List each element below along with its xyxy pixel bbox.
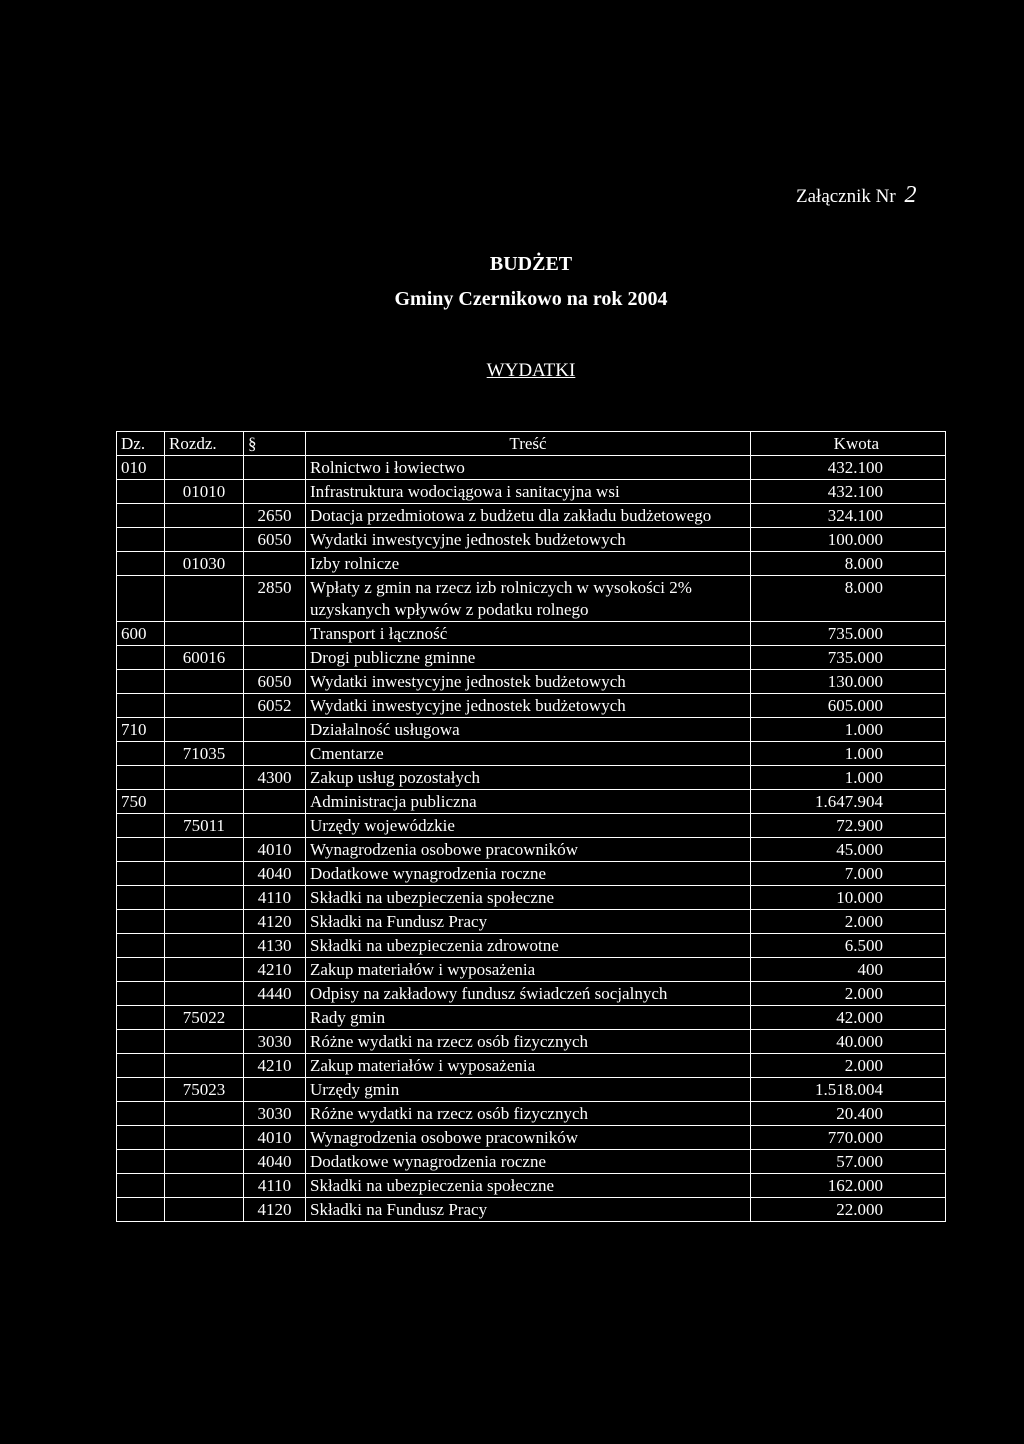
cell-paragraph: 3030 (244, 1030, 306, 1054)
cell-paragraph: 4040 (244, 1150, 306, 1174)
cell-tresc: Wynagrodzenia osobowe pracowników (306, 1126, 751, 1150)
cell-dz (117, 934, 165, 958)
cell-kwota: 2.000 (751, 982, 946, 1006)
cell-rozdz (165, 1150, 244, 1174)
cell-rozdz (165, 1198, 244, 1222)
header-tresc: Treść (306, 432, 751, 456)
cell-paragraph (244, 718, 306, 742)
table-row (117, 1198, 946, 1222)
cell-tresc: Transport i łączność (306, 622, 751, 646)
cell-rozdz (165, 456, 244, 480)
cell-paragraph (244, 1006, 306, 1030)
cell-paragraph: 4110 (244, 886, 306, 910)
cell-tresc: Dodatkowe wynagrodzenia roczne (306, 862, 751, 886)
table-row (117, 934, 946, 958)
header-kwota: Kwota (751, 432, 946, 456)
table-row (117, 646, 946, 670)
table-row (117, 670, 946, 694)
cell-dz (117, 766, 165, 790)
cell-dz (117, 1006, 165, 1030)
cell-rozdz (165, 1054, 244, 1078)
document-subtitle: Gminy Czernikowo na rok 2004 (394, 288, 668, 310)
cell-rozdz (165, 838, 244, 862)
table-row (117, 862, 946, 886)
cell-dz (117, 1030, 165, 1054)
cell-dz (117, 910, 165, 934)
cell-kwota: 432.100 (751, 480, 946, 504)
table-row (117, 552, 946, 576)
cell-tresc: Dodatkowe wynagrodzenia roczne (306, 1150, 751, 1174)
cell-kwota: 7.000 (751, 862, 946, 886)
table-row (117, 1102, 946, 1126)
cell-dz (117, 958, 165, 982)
cell-rozdz (165, 862, 244, 886)
table-row (117, 718, 946, 742)
cell-rozdz: 71035 (165, 742, 244, 766)
cell-kwota: 432.100 (751, 456, 946, 480)
cell-rozdz (165, 1174, 244, 1198)
cell-kwota: 130.000 (751, 670, 946, 694)
cell-dz: 600 (117, 622, 165, 646)
cell-paragraph (244, 622, 306, 646)
cell-dz (117, 1174, 165, 1198)
header-dz: Dz. (117, 432, 165, 456)
cell-tresc: Administracja publiczna (306, 790, 751, 814)
cell-tresc: Odpisy na zakładowy fundusz świadczeń socjalnych (306, 982, 751, 1006)
cell-paragraph: 4440 (244, 982, 306, 1006)
cell-tresc: Różne wydatki na rzecz osób fizycznych (306, 1030, 751, 1054)
cell-paragraph: 4130 (244, 934, 306, 958)
cell-rozdz (165, 886, 244, 910)
cell-dz (117, 504, 165, 528)
table-row (117, 790, 946, 814)
cell-kwota: 45.000 (751, 838, 946, 862)
cell-dz (117, 670, 165, 694)
cell-kwota: 770.000 (751, 1126, 946, 1150)
cell-tresc: Drogi publiczne gminne (306, 646, 751, 670)
cell-kwota: 10.000 (751, 886, 946, 910)
cell-rozdz (165, 1030, 244, 1054)
cell-dz (117, 1078, 165, 1102)
cell-dz (117, 528, 165, 552)
cell-paragraph (244, 1078, 306, 1102)
cell-rozdz: 60016 (165, 646, 244, 670)
cell-paragraph (244, 742, 306, 766)
cell-tresc: Urzędy gmin (306, 1078, 751, 1102)
cell-dz: 750 (117, 790, 165, 814)
cell-paragraph: 4300 (244, 766, 306, 790)
cell-kwota: 324.100 (751, 504, 946, 528)
cell-rozdz: 75022 (165, 1006, 244, 1030)
cell-tresc: Składki na Fundusz Pracy (306, 910, 751, 934)
table-row (117, 910, 946, 934)
table-row (117, 504, 946, 528)
table-row (117, 886, 946, 910)
cell-tresc: Różne wydatki na rzecz osób fizycznych (306, 1102, 751, 1126)
cell-rozdz: 75023 (165, 1078, 244, 1102)
cell-rozdz (165, 528, 244, 552)
cell-rozdz: 01030 (165, 552, 244, 576)
cell-dz (117, 814, 165, 838)
table-row (117, 982, 946, 1006)
cell-dz (117, 862, 165, 886)
cell-paragraph: 6050 (244, 528, 306, 552)
cell-tresc: Wpłaty z gmin na rzecz izb rolniczych w wysokości 2% uzyskanych wpływów z podatku rolnego (306, 576, 751, 622)
cell-kwota: 1.647.904 (751, 790, 946, 814)
cell-dz: 010 (117, 456, 165, 480)
cell-dz (117, 982, 165, 1006)
cell-paragraph: 4120 (244, 910, 306, 934)
cell-rozdz (165, 982, 244, 1006)
cell-rozdz (165, 670, 244, 694)
budget-table (116, 431, 946, 1222)
cell-paragraph (244, 790, 306, 814)
cell-paragraph: 4210 (244, 1054, 306, 1078)
cell-tresc: Zakup usług pozostałych (306, 766, 751, 790)
cell-paragraph: 4040 (244, 862, 306, 886)
table-row (117, 1078, 946, 1102)
cell-dz (117, 646, 165, 670)
table-row (117, 480, 946, 504)
table-row (117, 1150, 946, 1174)
cell-tresc: Dotacja przedmiotowa z budżetu dla zakładu budżetowego (306, 504, 751, 528)
annex-label (796, 182, 916, 209)
document-title: BUDŻET (489, 253, 573, 275)
cell-kwota: 735.000 (751, 646, 946, 670)
cell-rozdz (165, 504, 244, 528)
cell-kwota: 2.000 (751, 1054, 946, 1078)
cell-rozdz (165, 576, 244, 622)
cell-kwota: 22.000 (751, 1198, 946, 1222)
cell-paragraph (244, 646, 306, 670)
cell-kwota: 42.000 (751, 1006, 946, 1030)
cell-paragraph: 2850 (244, 576, 306, 622)
cell-paragraph: 4010 (244, 1126, 306, 1150)
cell-paragraph: 4010 (244, 838, 306, 862)
table-row (117, 766, 946, 790)
header-paragraph: § (244, 432, 306, 456)
table-row (117, 1126, 946, 1150)
cell-kwota: 400 (751, 958, 946, 982)
cell-dz (117, 694, 165, 718)
cell-paragraph (244, 552, 306, 576)
cell-tresc: Rolnictwo i łowiectwo (306, 456, 751, 480)
cell-dz (117, 1102, 165, 1126)
cell-rozdz (165, 934, 244, 958)
cell-paragraph (244, 480, 306, 504)
cell-tresc: Zakup materiałów i wyposażenia (306, 1054, 751, 1078)
table-row (117, 622, 946, 646)
cell-rozdz (165, 694, 244, 718)
cell-paragraph (244, 814, 306, 838)
cell-rozdz: 75011 (165, 814, 244, 838)
cell-dz (117, 552, 165, 576)
cell-rozdz (165, 790, 244, 814)
cell-kwota: 1.000 (751, 742, 946, 766)
cell-kwota: 20.400 (751, 1102, 946, 1126)
section-heading: WYDATKI (486, 360, 576, 381)
cell-dz (117, 1054, 165, 1078)
table-row (117, 1054, 946, 1078)
cell-tresc: Wynagrodzenia osobowe pracowników (306, 838, 751, 862)
cell-kwota: 1.000 (751, 766, 946, 790)
cell-rozdz: 01010 (165, 480, 244, 504)
annex-number: 2 (904, 182, 917, 208)
table-body (117, 456, 946, 1222)
cell-tresc: Składki na ubezpieczenia zdrowotne (306, 934, 751, 958)
cell-tresc: Składki na ubezpieczenia społeczne (306, 1174, 751, 1198)
cell-tresc: Zakup materiałów i wyposażenia (306, 958, 751, 982)
table-row (117, 1174, 946, 1198)
cell-paragraph: 6052 (244, 694, 306, 718)
cell-kwota: 1.000 (751, 718, 946, 742)
cell-tresc: Działalność usługowa (306, 718, 751, 742)
table-row (117, 742, 946, 766)
table-row (117, 838, 946, 862)
cell-tresc: Urzędy wojewódzkie (306, 814, 751, 838)
cell-paragraph (244, 456, 306, 480)
table-header-row (117, 432, 946, 456)
cell-paragraph: 4120 (244, 1198, 306, 1222)
table-row (117, 814, 946, 838)
cell-dz (117, 480, 165, 504)
cell-rozdz (165, 958, 244, 982)
cell-tresc: Izby rolnicze (306, 552, 751, 576)
header-rozdz: Rozdz. (165, 432, 244, 456)
cell-dz (117, 576, 165, 622)
cell-tresc: Wydatki inwestycyjne jednostek budżetowych (306, 670, 751, 694)
cell-kwota: 57.000 (751, 1150, 946, 1174)
cell-dz (117, 1150, 165, 1174)
cell-tresc: Cmentarze (306, 742, 751, 766)
cell-rozdz (165, 622, 244, 646)
cell-tresc: Infrastruktura wodociągowa i sanitacyjna wsi (306, 480, 751, 504)
cell-rozdz (165, 766, 244, 790)
annex-text: Załącznik Nr (796, 186, 896, 207)
table-row (117, 1006, 946, 1030)
cell-dz (117, 1198, 165, 1222)
table-row (117, 456, 946, 480)
cell-paragraph: 6050 (244, 670, 306, 694)
cell-kwota: 735.000 (751, 622, 946, 646)
cell-kwota: 1.518.004 (751, 1078, 946, 1102)
cell-rozdz (165, 1102, 244, 1126)
cell-dz (117, 742, 165, 766)
cell-paragraph: 4110 (244, 1174, 306, 1198)
cell-tresc: Wydatki inwestycyjne jednostek budżetowych (306, 528, 751, 552)
cell-kwota: 6.500 (751, 934, 946, 958)
cell-kwota: 72.900 (751, 814, 946, 838)
table-row (117, 576, 946, 622)
cell-paragraph: 3030 (244, 1102, 306, 1126)
cell-paragraph: 2650 (244, 504, 306, 528)
cell-tresc: Rady gmin (306, 1006, 751, 1030)
cell-kwota: 8.000 (751, 552, 946, 576)
cell-paragraph: 4210 (244, 958, 306, 982)
table-row (117, 958, 946, 982)
cell-dz (117, 838, 165, 862)
cell-dz (117, 886, 165, 910)
cell-dz: 710 (117, 718, 165, 742)
cell-kwota: 162.000 (751, 1174, 946, 1198)
cell-kwota: 2.000 (751, 910, 946, 934)
cell-kwota: 8.000 (751, 576, 946, 622)
cell-rozdz (165, 718, 244, 742)
cell-tresc: Składki na ubezpieczenia społeczne (306, 886, 751, 910)
table-row (117, 528, 946, 552)
cell-dz (117, 1126, 165, 1150)
cell-rozdz (165, 1126, 244, 1150)
cell-kwota: 40.000 (751, 1030, 946, 1054)
cell-kwota: 100.000 (751, 528, 946, 552)
cell-tresc: Wydatki inwestycyjne jednostek budżetowych (306, 694, 751, 718)
cell-rozdz (165, 910, 244, 934)
table-row (117, 1030, 946, 1054)
cell-kwota: 605.000 (751, 694, 946, 718)
table-row (117, 694, 946, 718)
cell-tresc: Składki na Fundusz Pracy (306, 1198, 751, 1222)
